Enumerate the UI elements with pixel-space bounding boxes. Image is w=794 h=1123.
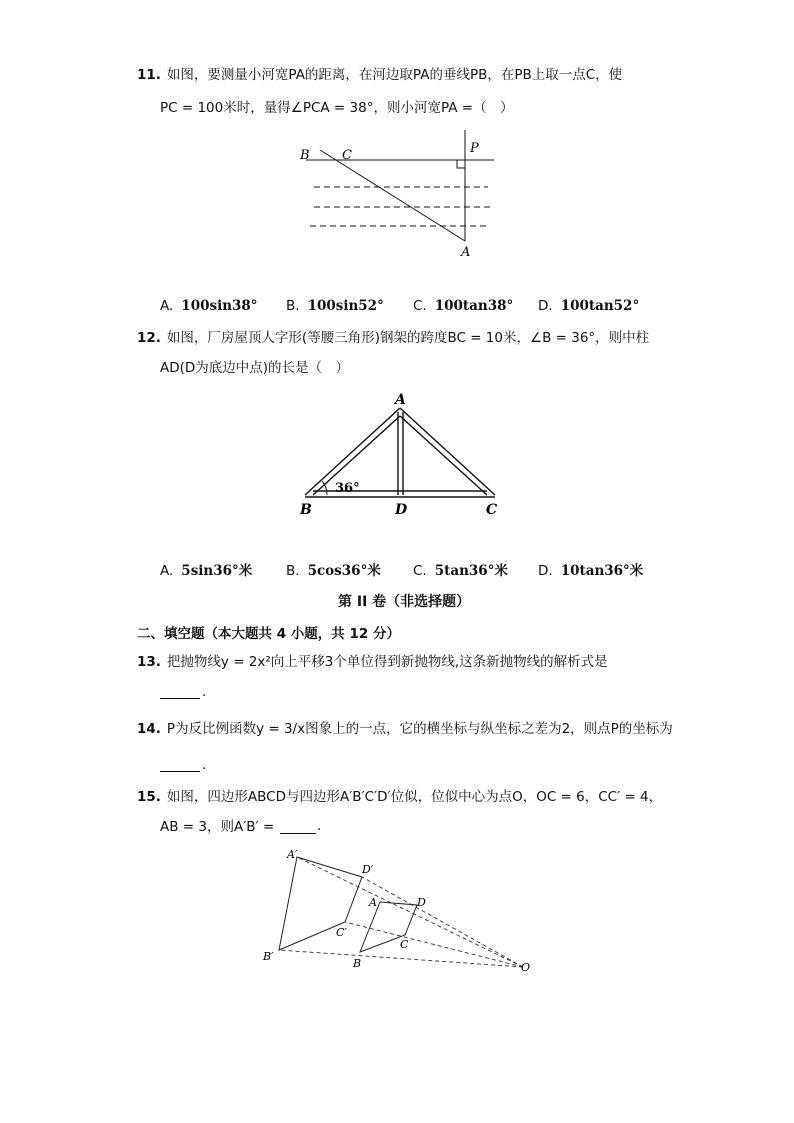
q14-stem: P为反比例函数y = 3/x图象上的一点，它的横坐标与纵坐标之差为2，则点P的坐标为	[166, 721, 673, 737]
q14-line1	[137, 720, 673, 738]
label-A: A	[369, 896, 377, 909]
segment-CA	[320, 150, 465, 241]
label-angle: 36°	[335, 481, 360, 496]
q14-number: 14.	[137, 721, 161, 737]
q11-choice-c[interactable]: C. 100tan38°	[413, 298, 514, 314]
q11-choice-b[interactable]: B. 100sin52°	[286, 298, 384, 314]
q12-choice-b[interactable]: B. 5cos36°米	[286, 563, 381, 579]
part-title: 第 II 卷（非选择题）	[338, 594, 471, 610]
q15-line1	[137, 788, 662, 806]
q12-line2: AD(D为底边中点)的长是（ ）	[160, 360, 350, 376]
label-B: B	[300, 502, 312, 518]
q11-choice-d[interactable]: D. 100tan52°	[538, 298, 640, 314]
label-B: B	[300, 148, 310, 163]
q15-answer-blank[interactable]	[280, 833, 316, 834]
label-C: C	[400, 938, 409, 951]
q13-line1	[137, 653, 608, 671]
label-D1: D′	[362, 863, 374, 876]
label-D: D	[417, 896, 426, 909]
truss-right-outer	[400, 408, 495, 495]
label-C1: C′	[336, 926, 347, 939]
label-D: D	[395, 502, 408, 518]
q15-period: .	[317, 818, 322, 834]
q12-line1	[137, 329, 649, 347]
label-O: O	[521, 961, 531, 974]
ray-OD1	[362, 877, 523, 967]
q13-stem: 把抛物线y = 2x²向上平移3个单位得到新抛物线,这条新抛物线的解析式是	[166, 654, 608, 670]
q12-choice-d[interactable]: D. 10tan36°米	[538, 563, 644, 579]
q15-line2: AB = 3，则A′B′ =	[160, 819, 275, 835]
label-A: A	[395, 392, 406, 408]
label-A1: A′	[287, 848, 298, 861]
q12-choice-c[interactable]: C. 5tan36°米	[413, 563, 508, 579]
label-B1: B′	[263, 950, 274, 963]
label-C: C	[342, 148, 352, 163]
q13-period: .	[202, 684, 207, 700]
q12-stem-1: 如图，厂房屋顶人字形(等腰三角形)钢架的跨度BC = 10米，∠B = 36°，则中柱	[166, 330, 650, 346]
q13-number: 13.	[137, 654, 161, 670]
label-C: C	[486, 502, 498, 518]
section-heading: 二、填空题（本大题共 4 小题，共 12 分）	[137, 626, 400, 642]
q15-homothety-figure	[255, 840, 540, 980]
quad-ABCD	[360, 902, 417, 952]
q12-truss-figure	[295, 388, 510, 520]
label-B: B	[353, 957, 362, 970]
q11-stem-1: 如图，要测量小河宽PA的距离，在河边取PA的垂线PB，在PB上取一点C，使	[166, 67, 623, 83]
q13-answer-blank[interactable]	[160, 698, 200, 699]
label-A: A	[461, 245, 471, 260]
q12-choice-a[interactable]: A. 5sin36°米	[160, 563, 253, 579]
right-angle-mark	[457, 160, 465, 168]
q11-number: 11.	[137, 67, 161, 83]
q11-line1	[137, 66, 622, 84]
q15-number: 15.	[137, 789, 161, 805]
ray-OA1	[297, 857, 523, 967]
ray-OB1	[279, 950, 523, 967]
q14-period: .	[202, 757, 207, 773]
q11-line2: PC = 100米时，量得∠PCA = 38°，则小河宽PA =（ ）	[160, 100, 514, 116]
quad-A1B1C1D1	[279, 857, 362, 950]
label-P: P	[470, 141, 479, 156]
q11-choice-a[interactable]: A. 100sin38°	[160, 298, 258, 314]
q15-stem-1: 如图，四边形ABCD与四边形A′B′C′D′位似，位似中心为点O，OC = 6，CC′ = 4，	[166, 789, 663, 805]
q14-answer-blank[interactable]	[160, 771, 200, 772]
ray-OC1	[345, 922, 523, 967]
q11-river-figure	[290, 125, 510, 265]
q12-number: 12.	[137, 330, 161, 346]
truss-right-inner	[400, 416, 487, 495]
